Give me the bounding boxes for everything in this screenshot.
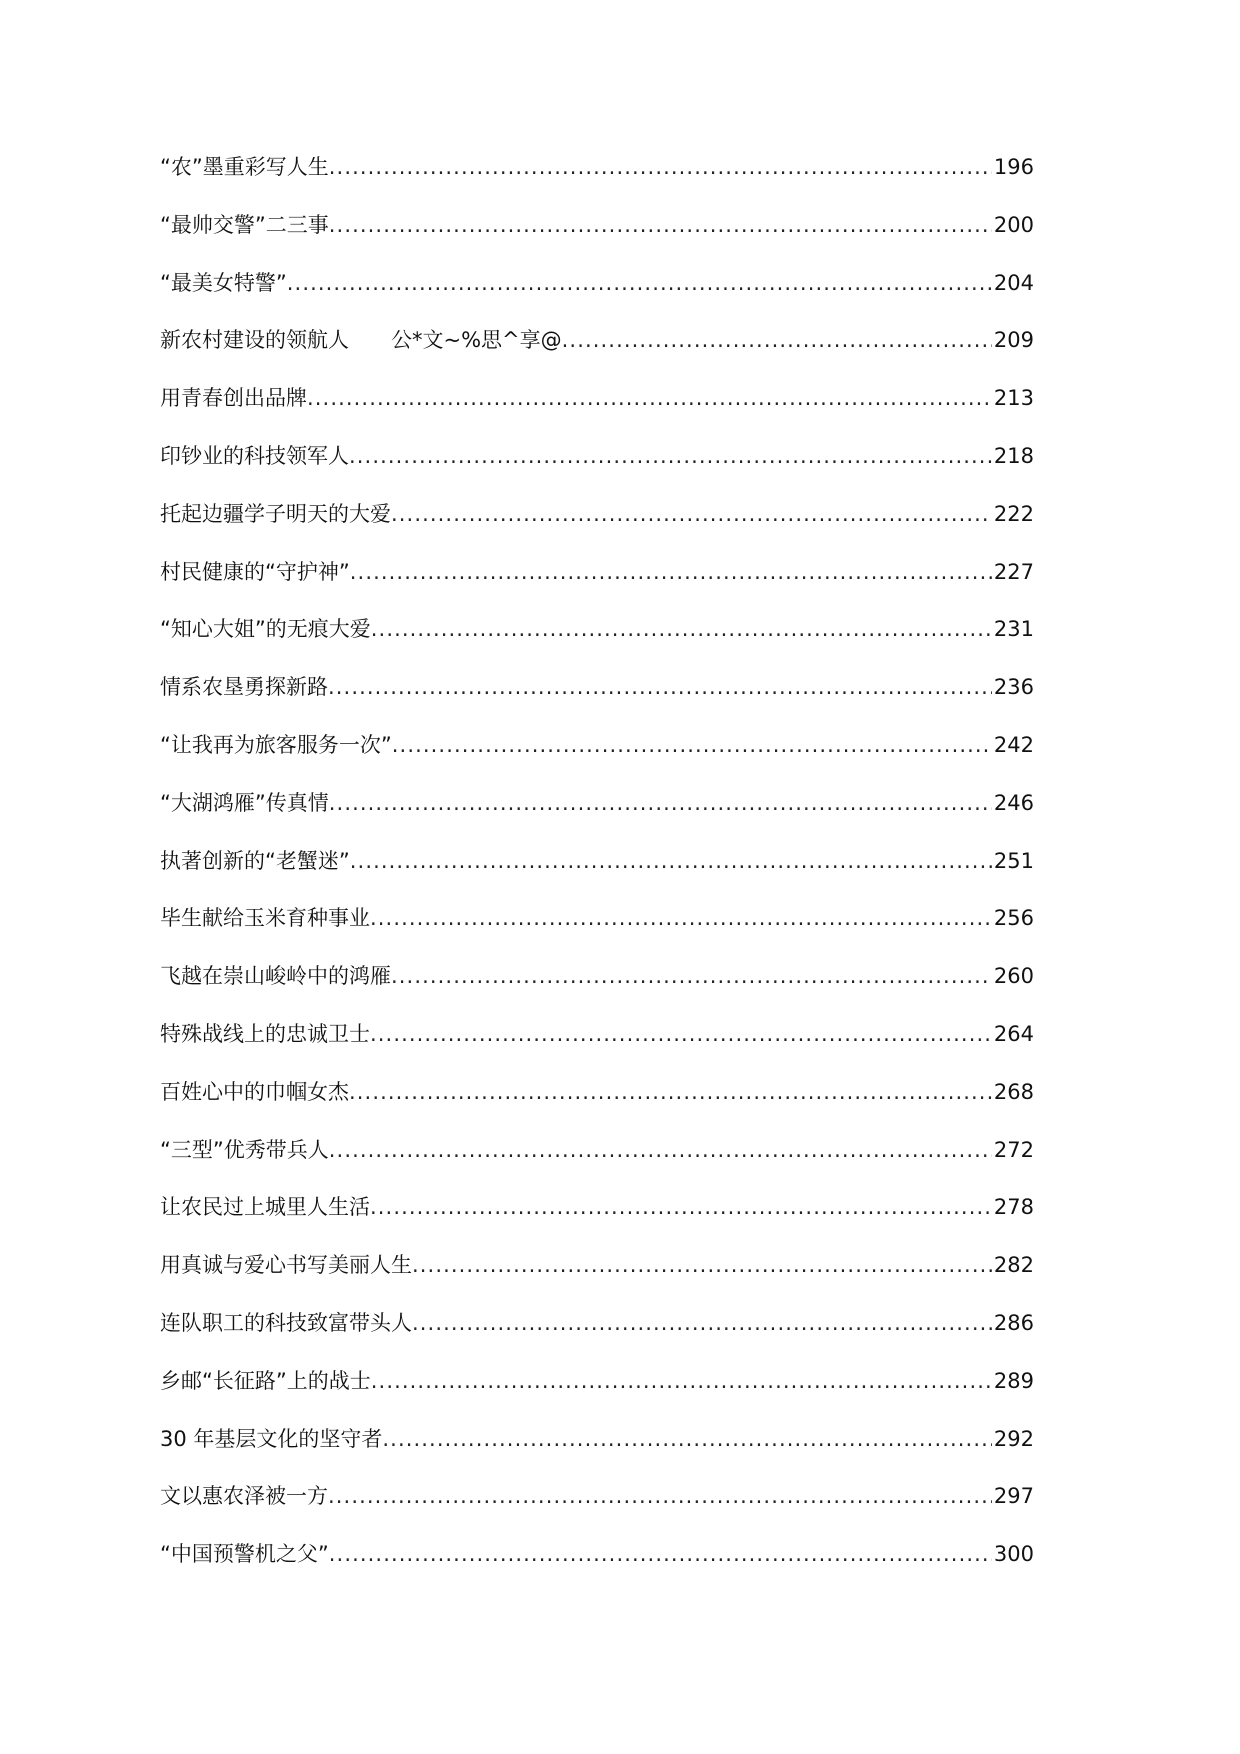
table-of-contents (160, 154, 1034, 1599)
toc-entry-page-number: 256 (993, 906, 1034, 931)
toc-entry-title: “农”墨重彩写人生 (160, 155, 329, 179)
toc-entry[interactable] (160, 327, 1034, 385)
dot-leader (329, 1137, 992, 1163)
toc-entry-page-number: 300 (993, 1542, 1034, 1567)
toc-entry-title: 新农村建设的领航人 公*文~%思^享@ (160, 328, 562, 353)
toc-entry[interactable] (160, 1194, 1034, 1252)
dot-leader (371, 1368, 992, 1394)
toc-entry[interactable] (160, 1021, 1034, 1079)
toc-entry-title: 飞越在崇山峻岭中的鸿雁 (160, 964, 391, 989)
toc-entry-page-number: 251 (993, 848, 1034, 873)
dot-leader (349, 1079, 992, 1105)
toc-entry-page-number: 260 (993, 964, 1034, 989)
toc-entry[interactable] (160, 385, 1034, 443)
toc-entry-title: 情系农垦勇探新路 (160, 675, 328, 700)
toc-entry-page-number: 282 (993, 1253, 1034, 1278)
toc-entry-title: “让我再为旅客服务一次” (160, 732, 392, 757)
toc-entry-title: 村民健康的“守护神” (160, 559, 350, 584)
toc-entry-page-number: 297 (993, 1484, 1034, 1509)
toc-entry-page-number: 227 (993, 559, 1034, 584)
toc-entry-title: “最帅交警”二三事 (160, 212, 329, 237)
toc-entry-title: 乡邮“长征路”上的战士 (160, 1368, 371, 1393)
toc-entry[interactable] (160, 154, 1034, 212)
toc-entry-page-number: 222 (993, 501, 1034, 526)
toc-entry-page-number: 246 (993, 790, 1034, 815)
toc-entry-title: 毕生献给玉米育种事业 (160, 906, 370, 931)
dot-leader (287, 270, 992, 296)
dot-leader (412, 1252, 992, 1278)
toc-entry-title: 连队职工的科技致富带头人 (160, 1310, 412, 1335)
dot-leader (350, 848, 992, 874)
toc-entry[interactable] (160, 1368, 1034, 1426)
toc-entry-page-number: 196 (993, 155, 1034, 179)
dot-leader (412, 1310, 992, 1336)
dot-leader (350, 559, 992, 585)
toc-entry-page-number: 218 (993, 443, 1034, 468)
dot-leader (329, 790, 992, 816)
toc-entry-page-number: 272 (993, 1137, 1034, 1162)
toc-entry[interactable] (160, 1541, 1034, 1599)
toc-entry[interactable] (160, 501, 1034, 559)
toc-entry-title: “知心大姐”的无痕大爱 (160, 617, 371, 642)
dot-leader (391, 501, 992, 527)
toc-entry[interactable] (160, 905, 1034, 963)
toc-entry[interactable] (160, 270, 1034, 328)
toc-entry-page-number: 264 (993, 1021, 1034, 1046)
toc-entry-page-number: 286 (993, 1310, 1034, 1335)
dot-leader (329, 212, 992, 238)
toc-entry[interactable] (160, 1252, 1034, 1310)
toc-entry-page-number: 289 (993, 1368, 1034, 1393)
dot-leader (370, 1021, 992, 1047)
toc-entry[interactable] (160, 674, 1034, 732)
toc-entry[interactable] (160, 790, 1034, 848)
dot-leader (562, 327, 992, 353)
toc-entry[interactable] (160, 443, 1034, 501)
toc-entry[interactable] (160, 1137, 1034, 1195)
toc-entry-title: “中国预警机之父” (160, 1542, 329, 1567)
toc-entry-title: 托起边疆学子明天的大爱 (160, 501, 391, 526)
toc-entry[interactable] (160, 848, 1034, 906)
toc-entry[interactable] (160, 963, 1034, 1021)
toc-entry[interactable] (160, 1079, 1034, 1137)
toc-entry-title: 让农民过上城里人生活 (160, 1195, 370, 1220)
toc-entry-page-number: 213 (993, 386, 1034, 411)
dot-leader (370, 905, 992, 931)
toc-entry-title: “大湖鸿雁”传真情 (160, 790, 329, 815)
toc-entry-title: 30 年基层文化的坚守者 (160, 1426, 383, 1451)
toc-entry-page-number: 236 (993, 675, 1034, 700)
dot-leader (329, 154, 992, 180)
toc-entry-page-number: 242 (993, 732, 1034, 757)
toc-entry[interactable] (160, 732, 1034, 790)
toc-entry[interactable] (160, 1310, 1034, 1368)
dot-leader (392, 732, 992, 758)
dot-leader (349, 443, 992, 469)
toc-entry-title: 百姓心中的巾帼女杰 (160, 1079, 349, 1104)
toc-entry[interactable] (160, 559, 1034, 617)
toc-entry-page-number: 231 (993, 617, 1034, 642)
toc-entry[interactable] (160, 212, 1034, 270)
toc-entry[interactable] (160, 1483, 1034, 1541)
toc-entry-page-number: 278 (993, 1195, 1034, 1220)
toc-entry-title: 执著创新的“老蟹迷” (160, 848, 350, 873)
dot-leader (307, 385, 992, 411)
toc-entry-title: “最美女特警” (160, 270, 287, 295)
toc-entry-title: “三型”优秀带兵人 (160, 1137, 329, 1162)
toc-entry-title: 特殊战线上的忠诚卫士 (160, 1021, 370, 1046)
toc-entry-page-number: 209 (993, 328, 1034, 353)
toc-entry-page-number: 200 (993, 212, 1034, 237)
dot-leader (370, 1194, 992, 1220)
dot-leader (391, 963, 992, 989)
toc-entry-title: 用真诚与爱心书写美丽人生 (160, 1253, 412, 1278)
dot-leader (328, 674, 992, 700)
dot-leader (329, 1541, 992, 1567)
toc-entry-title: 印钞业的科技领军人 (160, 443, 349, 468)
dot-leader (328, 1483, 992, 1509)
toc-entry-page-number: 292 (993, 1426, 1034, 1451)
toc-entry[interactable] (160, 616, 1034, 674)
toc-entry-page-number: 204 (993, 270, 1034, 295)
toc-entry-title: 用青春创出品牌 (160, 386, 307, 411)
toc-entry[interactable] (160, 1426, 1034, 1484)
toc-entry-title: 文以惠农泽被一方 (160, 1484, 328, 1509)
dot-leader (371, 616, 992, 642)
dot-leader (382, 1426, 992, 1452)
toc-entry-page-number: 268 (993, 1079, 1034, 1104)
